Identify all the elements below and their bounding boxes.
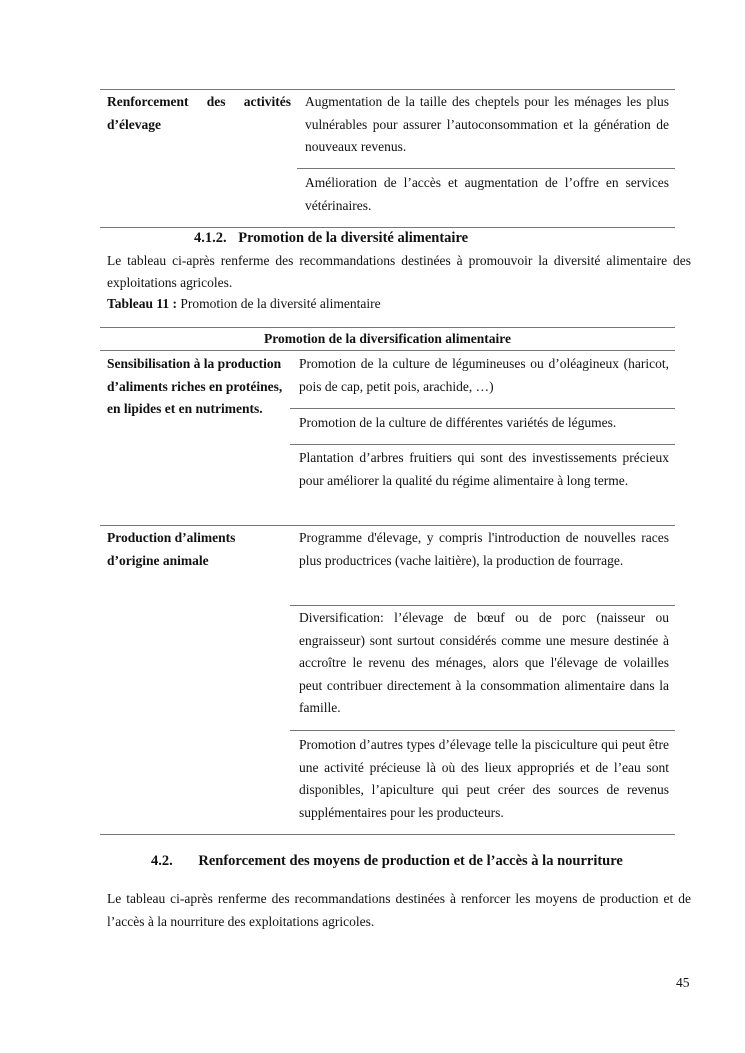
table-rule <box>297 168 675 169</box>
section-number: 4.1.2. <box>194 230 227 246</box>
paragraph: Le tableau ci-après renferme des recommandations destinées à renforcer les moyens de production et de l’accès à la nourriture des exploitations agricoles. <box>107 891 691 929</box>
table-cell: Diversification: l’élevage de bœuf ou de porc (naisseur ou engraisseur) sont surtout considérés comme une mesure destinée à accroître le revenu des ménages, alors que l'élevage de volailles peut contribuer directement à la consommation alimentaire dans la famille. <box>299 610 669 715</box>
caption-text: Promotion de la diversité alimentaire <box>180 296 381 311</box>
table-caption <box>107 296 381 312</box>
table-rule <box>290 408 675 409</box>
table-row-label: Renforcement des activités d’élevage <box>107 94 291 132</box>
section-heading <box>194 230 468 247</box>
table-cell: Amélioration de l’accès et augmentation de l’offre en services vétérinaires. <box>305 175 669 213</box>
table-rule <box>100 834 675 835</box>
table-rule <box>100 227 675 228</box>
table-header: Promotion de la diversification alimentaire <box>264 331 511 346</box>
section-title: Renforcement des moyens de production et de l’accès à la nourriture <box>198 853 623 869</box>
table-cell: Augmentation de la taille des cheptels pour les ménages les plus vulnérables pour assurer l’autoconsommation et la génération de nouveaux revenus. <box>305 94 669 154</box>
table-rule <box>290 444 675 445</box>
table-cell: Programme d'élevage, y compris l'introduction de nouvelles races plus productrices (vache laitière), la production de fourrage. <box>299 530 669 568</box>
table-rule <box>100 525 675 526</box>
section-number: 4.2. <box>151 853 173 869</box>
page-number: 45 <box>676 975 690 990</box>
table-rule <box>100 327 675 328</box>
table-cell: Promotion d’autres types d’élevage telle la pisciculture qui peut être une activité précieuse là où des lieux appropriés et de l’eau sont disponibles, l’apiculture qui peut créer des sources de revenus supplémentaires pour les producteurs. <box>299 737 669 820</box>
table-rule <box>290 605 675 606</box>
table-rule <box>100 89 675 90</box>
table-row-label: Sensibilisation à la production d’aliments riches en protéines, en lipides et en nutriments. <box>107 356 283 416</box>
table-rule <box>290 730 675 731</box>
section-title: Promotion de la diversité alimentaire <box>238 230 469 246</box>
caption-label: Tableau 11 : <box>107 296 178 311</box>
table-cell: Plantation d’arbres fruitiers qui sont des investissements précieux pour améliorer la qualité du régime alimentaire à long terme. <box>299 450 669 488</box>
section-heading <box>151 853 623 870</box>
paragraph: Le tableau ci-après renferme des recommandations destinées à promouvoir la diversité alimentaire des exploitations agricoles. <box>107 253 691 290</box>
table-row-label: Production d’aliments d’origine animale <box>107 530 236 568</box>
table-rule <box>100 350 675 351</box>
table-cell: Promotion de la culture de différentes variétés de légumes. <box>299 415 617 430</box>
table-cell: Promotion de la culture de légumineuses ou d’oléagineux (haricot, pois de cap, petit pois, arachide, …) <box>299 356 669 394</box>
